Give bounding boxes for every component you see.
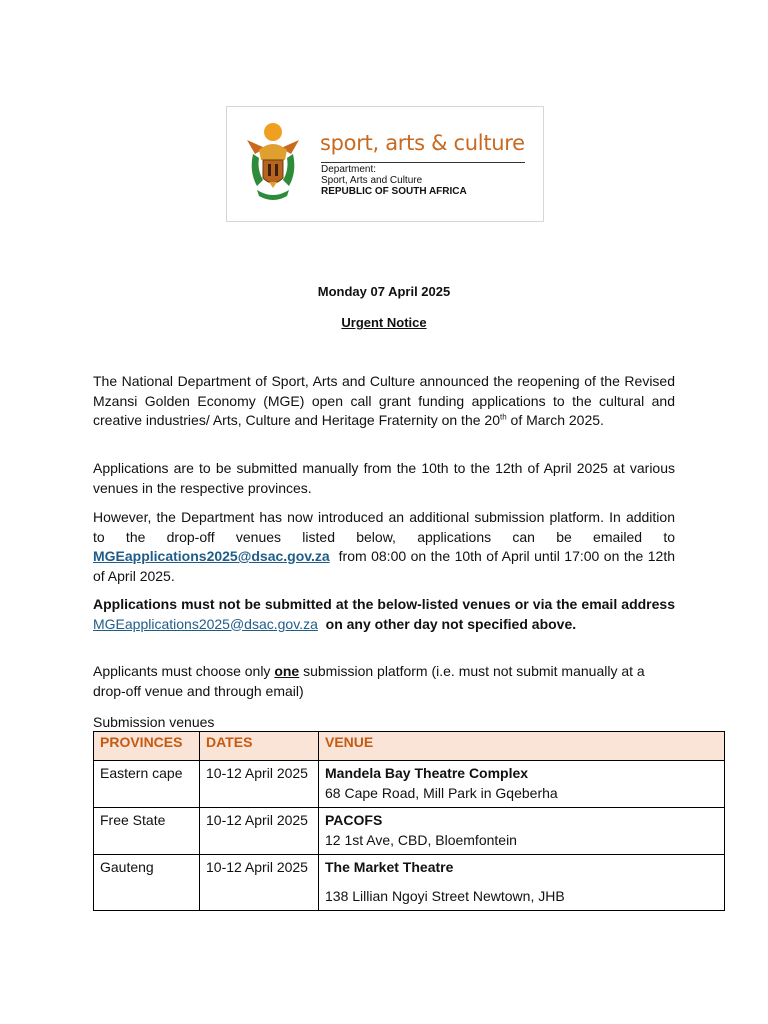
- venue-address: 68 Cape Road, Mill Park in Gqeberha: [325, 785, 558, 801]
- dept-line-3: REPUBLIC OF SOUTH AFRICA: [321, 186, 467, 197]
- header-provinces: PROVINCES: [94, 732, 200, 761]
- dept-line-1: Department:: [321, 164, 377, 175]
- province-cell: Gauteng: [94, 855, 200, 911]
- notice-title: Urgent Notice: [341, 315, 427, 330]
- paragraph-single-platform: [93, 662, 675, 701]
- table-header-row: [94, 732, 725, 761]
- dates-cell: 10-12 April 2025: [200, 808, 319, 855]
- notice-title-wrapper: [0, 315, 768, 330]
- paragraph-email-submission: [93, 508, 675, 586]
- header-venue: VENUE: [319, 732, 725, 761]
- venues-table: [93, 731, 725, 911]
- venue-address: 138 Lillian Ngoyi Street Newtown, JHB: [325, 888, 565, 904]
- venue-name: PACOFS: [325, 812, 383, 828]
- paragraph-announcement: [93, 372, 675, 431]
- table-row: [94, 761, 725, 808]
- venue-cell: [319, 761, 725, 808]
- venue-name: Mandela Bay Theatre Complex: [325, 765, 529, 781]
- dept-line-2: Sport, Arts and Culture: [321, 175, 423, 186]
- email-link[interactable]: MGEapplications2025@dsac.gov.za: [93, 548, 330, 564]
- venues-caption: Submission venues: [93, 714, 215, 730]
- single-platform-tail: submission platform (i.e. must not submit manually at a drop-off venue and through email): [93, 663, 645, 699]
- warning-email-link[interactable]: MGEapplications2025@dsac.gov.za: [93, 615, 318, 632]
- warning-text: Applications must not be submitted at the below-listed venues or via the email address: [93, 596, 675, 612]
- department-name: [321, 164, 467, 197]
- warning-tail: on any other day not specified above.: [325, 615, 577, 632]
- province-cell: Eastern cape: [94, 761, 200, 808]
- province-cell: Free State: [94, 808, 200, 855]
- dates-cell: 10-12 April 2025: [200, 761, 319, 808]
- header-dates: DATES: [200, 732, 319, 761]
- venue-cell: [319, 855, 725, 911]
- department-logo-banner: [226, 106, 544, 222]
- table-row: [94, 855, 725, 911]
- paragraph-warning: [93, 595, 675, 634]
- paragraph-email-tail: from 08:00 on the 10th of April until 17:00 on the 12th of April 2025.: [93, 548, 675, 584]
- coat-of-arms-icon: [241, 120, 305, 206]
- notice-date: Monday 07 April 2025: [317, 284, 451, 299]
- emphasis-one: one: [274, 663, 300, 679]
- venue-cell: [319, 808, 725, 855]
- dates-cell: 10-12 April 2025: [200, 855, 319, 911]
- table-row: [94, 808, 725, 855]
- venue-name: The Market Theatre: [325, 859, 454, 875]
- single-platform-intro: Applicants must choose only: [93, 663, 271, 679]
- paragraph-manual-submission: Applications are to be submitted manually from the 10th to the 12th of April 2025 at various venues in the respective provinces.: [93, 460, 675, 496]
- paragraph-announcement-tail: of March 2025.: [506, 412, 604, 428]
- paragraph-announcement-text: The National Department of Sport, Arts and Culture announced the reopening of the Revised Mzansi Golden Economy (MGE) open call grant funding applications to the cultural and creative industries/ Arts, Culture and Heritage Fraternity on the 20: [93, 373, 675, 428]
- paragraph-email-intro: However, the Department has now introduced an additional submission platform. In addition to the drop-off venues listed below, applications can be emailed to: [93, 509, 675, 545]
- ordinal-suffix: th: [499, 412, 507, 422]
- brand-divider: [321, 162, 525, 163]
- brand-wordmark: sport, arts & culture: [320, 131, 525, 155]
- venue-address: 12 1st Ave, CBD, Bloemfontein: [325, 832, 517, 848]
